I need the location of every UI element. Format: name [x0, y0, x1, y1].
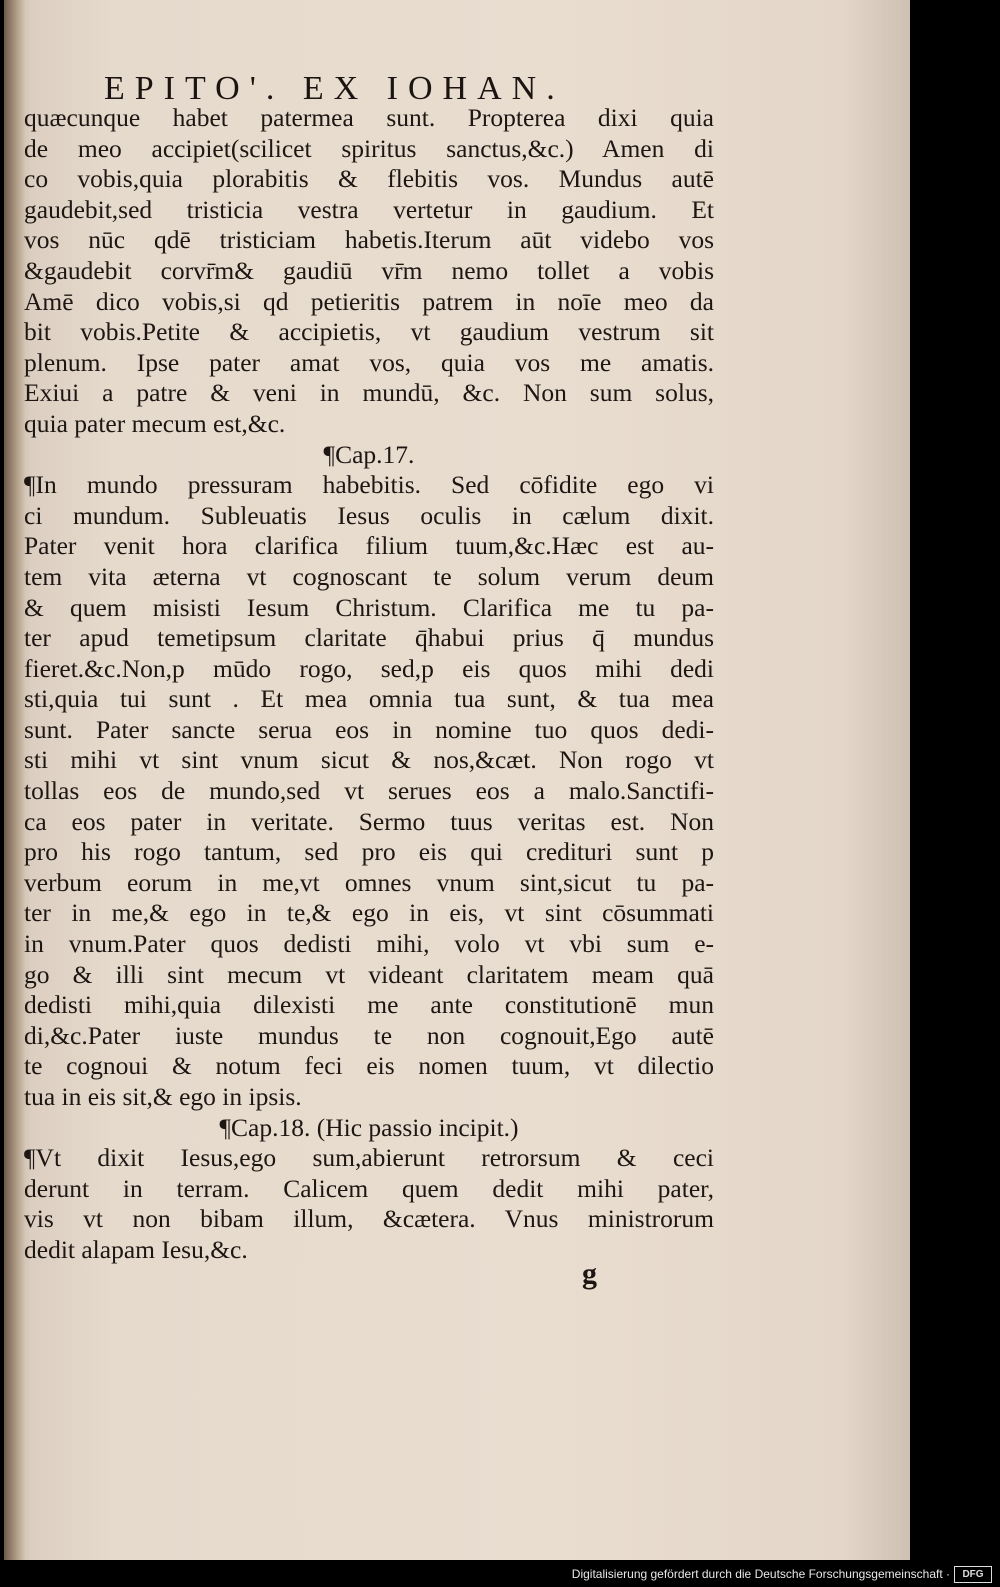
text-line: sti mihi vt sint vnum sicut & nos,&cæt. Non rogo vt — [24, 745, 714, 775]
body-text — [24, 103, 714, 1266]
text-line: bit vobis.Petite & accipietis, vt gaudium vestrum sit — [24, 317, 714, 347]
text-line: tem vita æterna vt cognoscant te solum verum deum — [24, 561, 714, 591]
signature-mark: g — [582, 1257, 597, 1290]
page-gutter — [4, 0, 26, 1560]
text-line: tua in eis sit,& ego in ipsis. — [24, 1082, 302, 1111]
text-line: gaudebit,sed tristicia vestra vertetur in gaudium. Et — [24, 194, 714, 224]
book-page — [4, 0, 914, 1560]
text-line: & quem misisti Iesum Christum. Clarifica me tu pa- — [24, 592, 714, 622]
text-line: derunt in terram. Calicem quem dedit mihi pater, — [24, 1173, 714, 1203]
dfg-logo: DFG — [954, 1566, 992, 1583]
text-line: ca eos pater in veritate. Sermo tuus veritas est. Non — [24, 806, 714, 836]
text-line: co vobis,quia plorabitis & flebitis vos. Mundus autē — [24, 164, 714, 194]
text-line: sunt. Pater sancte serua eos in nomine tuo quos dedi- — [24, 714, 714, 744]
text-line: te cognoui & notum feci eis nomen tuum, vt dilectio — [24, 1051, 714, 1081]
text-line: ¶In mundo pressuram habebitis. Sed cōfidite ego vi — [24, 470, 714, 500]
text-line: ter apud temetipsum claritate q̄habui prius q̄ mundus — [24, 623, 714, 653]
text-line: dedisti mihi,quia dilexisti me ante constitutionē mun — [24, 990, 714, 1020]
text-line: vis vt non bibam illum, &cætera. Vnus ministrorum — [24, 1204, 714, 1234]
text-line: ci mundum. Subleuatis Iesus oculis in cælum dixit. — [24, 500, 714, 530]
text-line: vos nūc qdē tristiciam habetis.Iterum aūt videbo vos — [24, 225, 714, 255]
text-line: di,&c.Pater iuste mundus te non cognouit,Ego autē — [24, 1020, 714, 1050]
text-line: Exiui a patre & veni in mundū, &c. Non sum solus, — [24, 378, 714, 408]
text-line: quæcunque habet patermea sunt. Propterea dixi quia — [24, 103, 714, 132]
text-line: plenum. Ipse pater amat vos, quia vos me amatis. — [24, 347, 714, 377]
text-line: ter in me,& ego in te,& ego in eis, vt sint cōsummati — [24, 898, 714, 928]
text-line: pro his rogo tantum, sed pro eis qui credituri sunt p — [24, 837, 714, 867]
text-line: tollas eos de mundo,sed vt serues eos a malo.Sanctifi- — [24, 776, 714, 806]
footer-credit: Digitalisierung gefördert durch die Deutsche Forschungsgemeinschaft · — [571, 1567, 950, 1581]
text-line: ¶Vt dixit Iesus,ego sum,abierunt retrorsum & ceci — [24, 1143, 714, 1173]
footer-bar — [0, 1562, 1000, 1587]
text-line: quia pater mecum est,&c. — [24, 408, 286, 438]
chapter-heading: ¶Cap.17. — [323, 439, 415, 469]
text-line: in vnum.Pater quos dedisti mihi, volo vt vbi sum e- — [24, 929, 714, 959]
text-line: sti,quia tui sunt . Et mea omnia tua sunt, & tua mea — [24, 684, 714, 714]
text-line: dedit alapam Iesu,&c. — [24, 1234, 248, 1264]
text-line: go & illi sint mecum vt videant claritatem meam quā — [24, 959, 714, 989]
text-line: &gaudebit corvr̄m& gaudiū vr̄m nemo tollet a vobis — [24, 255, 714, 285]
text-line: Amē dico vobis,si qd petieritis patrem in noīe meo da — [24, 286, 714, 316]
text-line: de meo accipiet(scilicet spiritus sanctus,&c.) Amen di — [24, 133, 714, 163]
scan-background — [910, 0, 1000, 1560]
running-header: EPITO'. EX IOHAN. — [104, 70, 565, 107]
chapter-heading: ¶Cap.18. (Hic passio incipit.) — [219, 1112, 519, 1142]
text-line: Pater venit hora clarifica filium tuum,&c.Hæc est au- — [24, 531, 714, 561]
text-line: verbum eorum in me,vt omnes vnum sint,sicut tu pa- — [24, 867, 714, 897]
text-line: fieret.&c.Non,p mūdo rogo, sed,p eis quos mihi dedi — [24, 653, 714, 683]
